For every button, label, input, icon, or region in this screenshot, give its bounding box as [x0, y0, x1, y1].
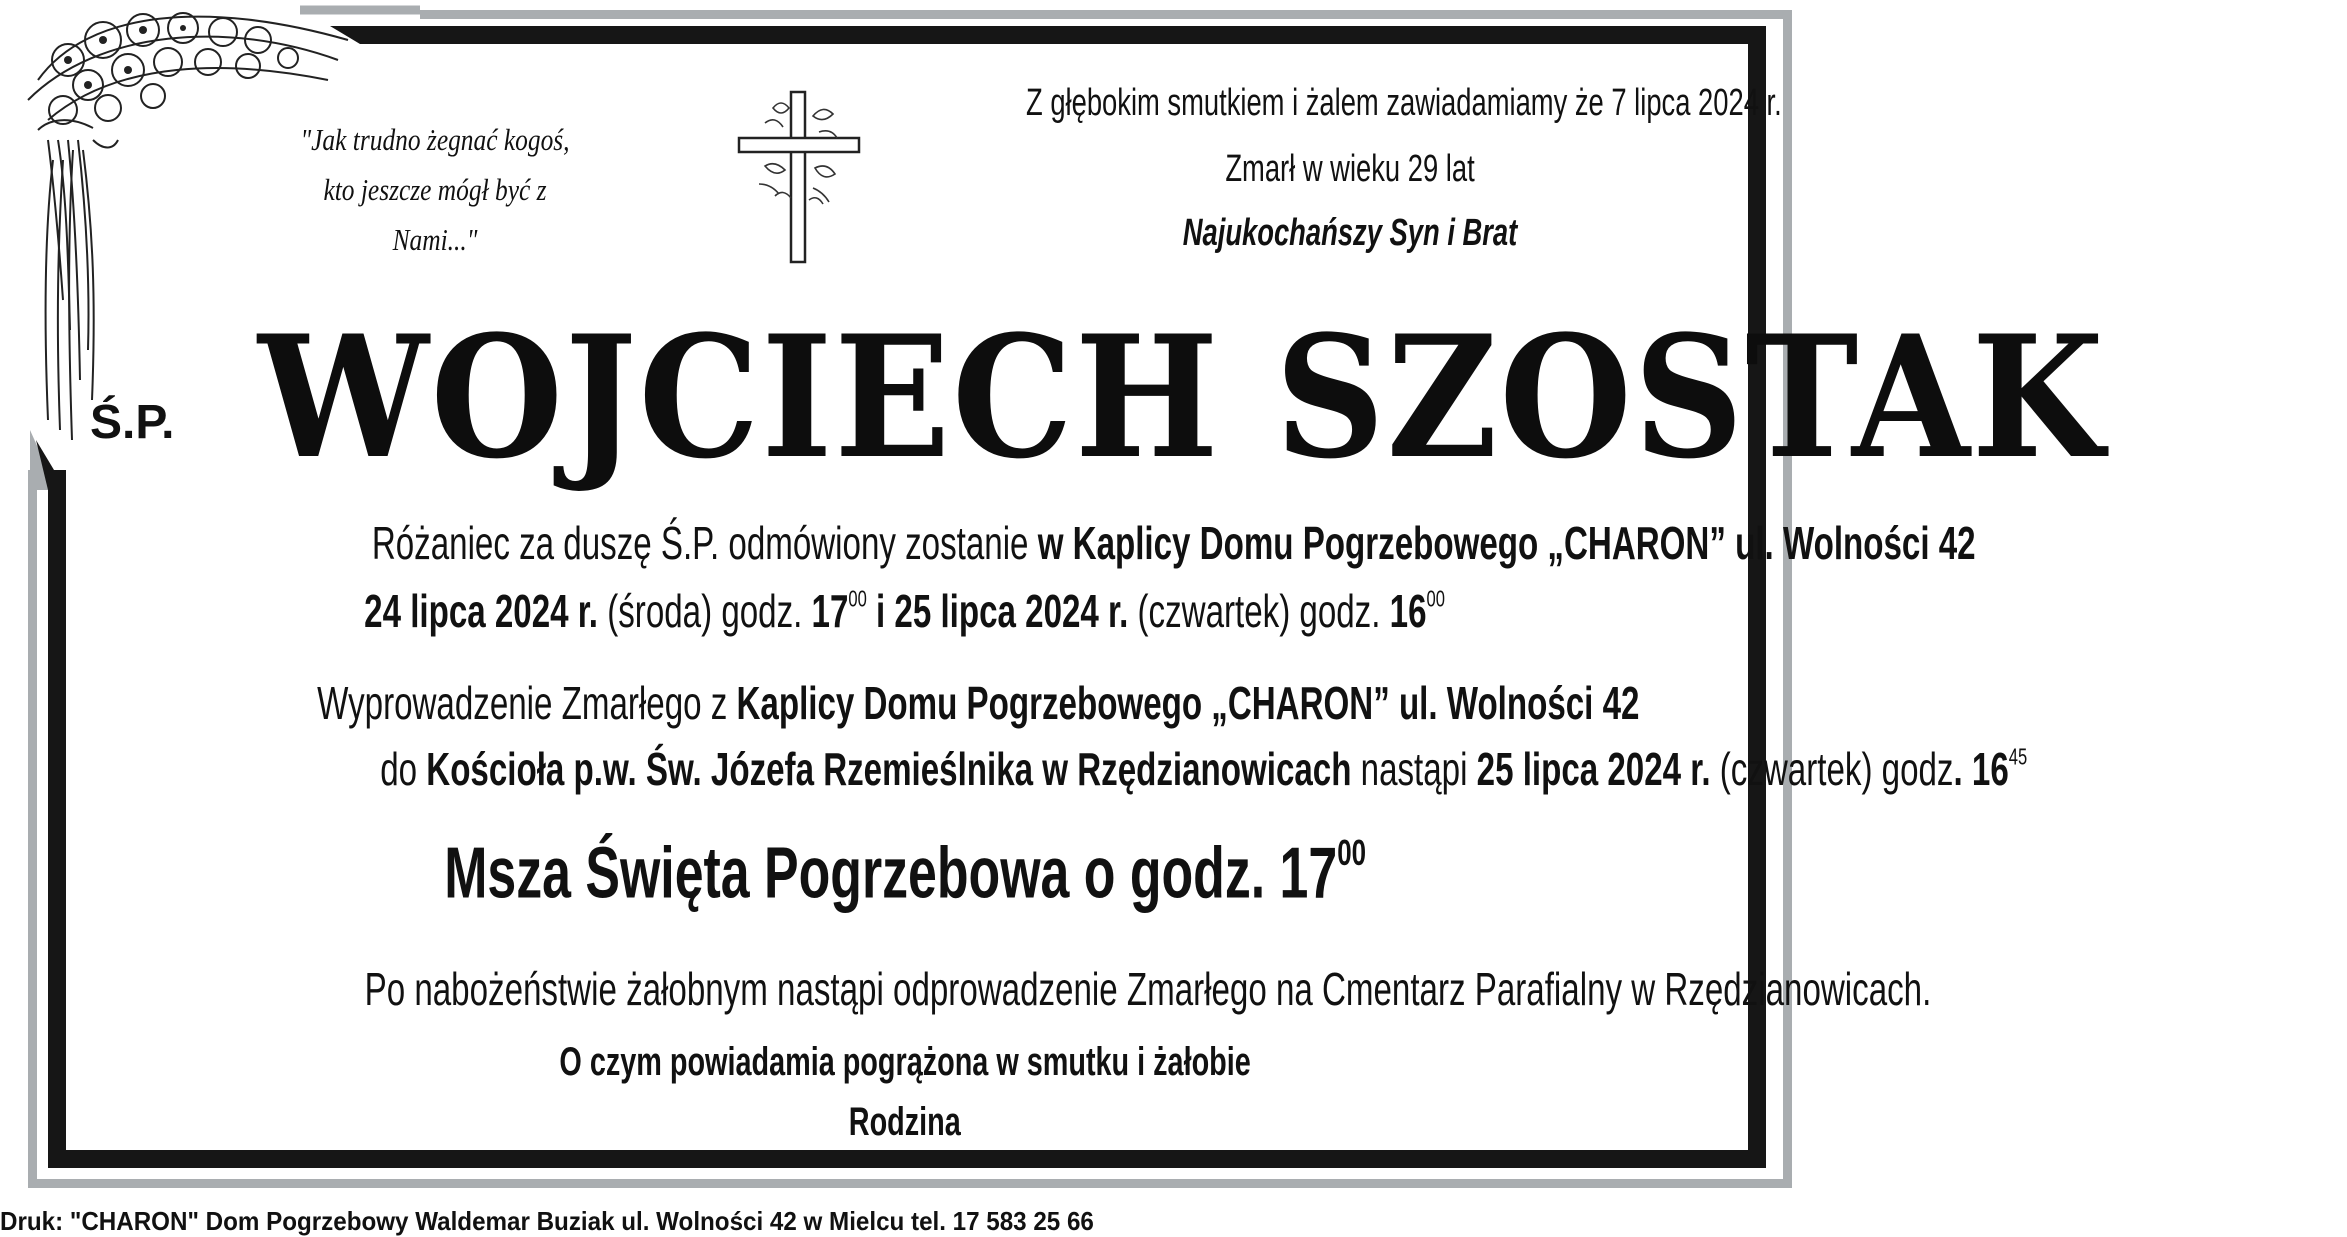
- announcement-line-3: Najukochańszy Syn i Brat: [1182, 212, 1518, 254]
- procession-church: Kościoła p.w. Św. Józefa Rzemieślnika w Rzędzianowicach: [426, 743, 1352, 795]
- rosary-line-1: [60, 516, 1976, 570]
- rosary-minutes-1: 00: [848, 585, 868, 612]
- deceased-prefix: Ś.P.: [90, 396, 175, 449]
- procession-date: 25 lipca 2024 r.: [1476, 743, 1711, 795]
- printer-footer: Druk: "CHARON" Dom Pogrzebowy Waldemar Buziak ul. Wolności 42 w Mielcu tel. 17 583 25 66: [0, 1206, 1094, 1236]
- closing-text: O czym powiadamia pogrążona w smutku i żałobie: [559, 1040, 1251, 1084]
- mass-line: [60, 832, 1750, 914]
- burial-line: [60, 962, 1932, 1016]
- mass-minutes: 00: [1337, 832, 1366, 873]
- procession-intro: Wyprowadzenie Zmarłego z: [317, 677, 737, 729]
- rosary-day-1: (środa) godz.: [598, 585, 813, 637]
- rosary-line-2: [60, 584, 1750, 638]
- rosary-hour-1: 17: [812, 585, 849, 637]
- quote-line-1: "Jak trudno żegnać kogoś,: [300, 122, 570, 157]
- procession-day: (czwartek) godz: [1710, 743, 1954, 795]
- rosary-date-2: i 25 lipca 2024 r.: [867, 585, 1129, 637]
- procession-dot: .: [1953, 743, 1972, 795]
- procession-hour: 16: [1971, 743, 2009, 795]
- cross-with-lilies-icon: [735, 88, 865, 268]
- announcement-line-2: Zmarł w wieku 29 lat: [1225, 148, 1475, 190]
- rosary-place: w Kaplicy Domu Pogrzebowego „CHARON” ul. Wolności 42: [1037, 517, 1976, 569]
- memorial-quote: [287, 115, 582, 265]
- procession-line-2: [60, 742, 2028, 796]
- rosary-day-2: (czwartek) godz.: [1128, 585, 1391, 637]
- procession-minutes: 45: [2008, 743, 2028, 770]
- closing-line-2: [60, 1100, 1750, 1145]
- procession-line-1: [60, 676, 1750, 730]
- announcement-line-1: Z głębokim smutkiem i żalem zawiadamiamy że 7 lipca 2024 r.: [1026, 82, 1782, 124]
- procession-place: Kaplicy Domu Pogrzebowego „CHARON” ul. Wolności 42: [736, 677, 1640, 729]
- quote-line-2: kto jeszcze mógł być z Nami...": [323, 172, 547, 257]
- closing-family: Rodzina: [848, 1100, 961, 1144]
- deceased-name: WOJCIECH SZOSTAK: [258, 298, 2106, 496]
- rosary-hour-2: 16: [1390, 585, 1427, 637]
- rosary-intro: Różaniec za duszę Ś.P. odmówiony zostanie: [371, 517, 1038, 569]
- procession-to: do: [380, 743, 427, 795]
- rosary-minutes-2: 00: [1426, 585, 1446, 612]
- rosary-date-1: 24 lipca 2024 r.: [364, 585, 599, 637]
- mass-hour: 17: [1279, 833, 1338, 914]
- closing-line-1: [60, 1040, 1750, 1085]
- mass-text: Msza Święta Pogrzebowa o godz.: [444, 833, 1280, 914]
- procession-mid: nastąpi: [1351, 743, 1477, 795]
- burial-text: Po nabożeństwie żałobnym nastąpi odprowadzenie Zmarłego na Cmentarz Parafialny w Rzędzianowicach.: [364, 963, 1932, 1015]
